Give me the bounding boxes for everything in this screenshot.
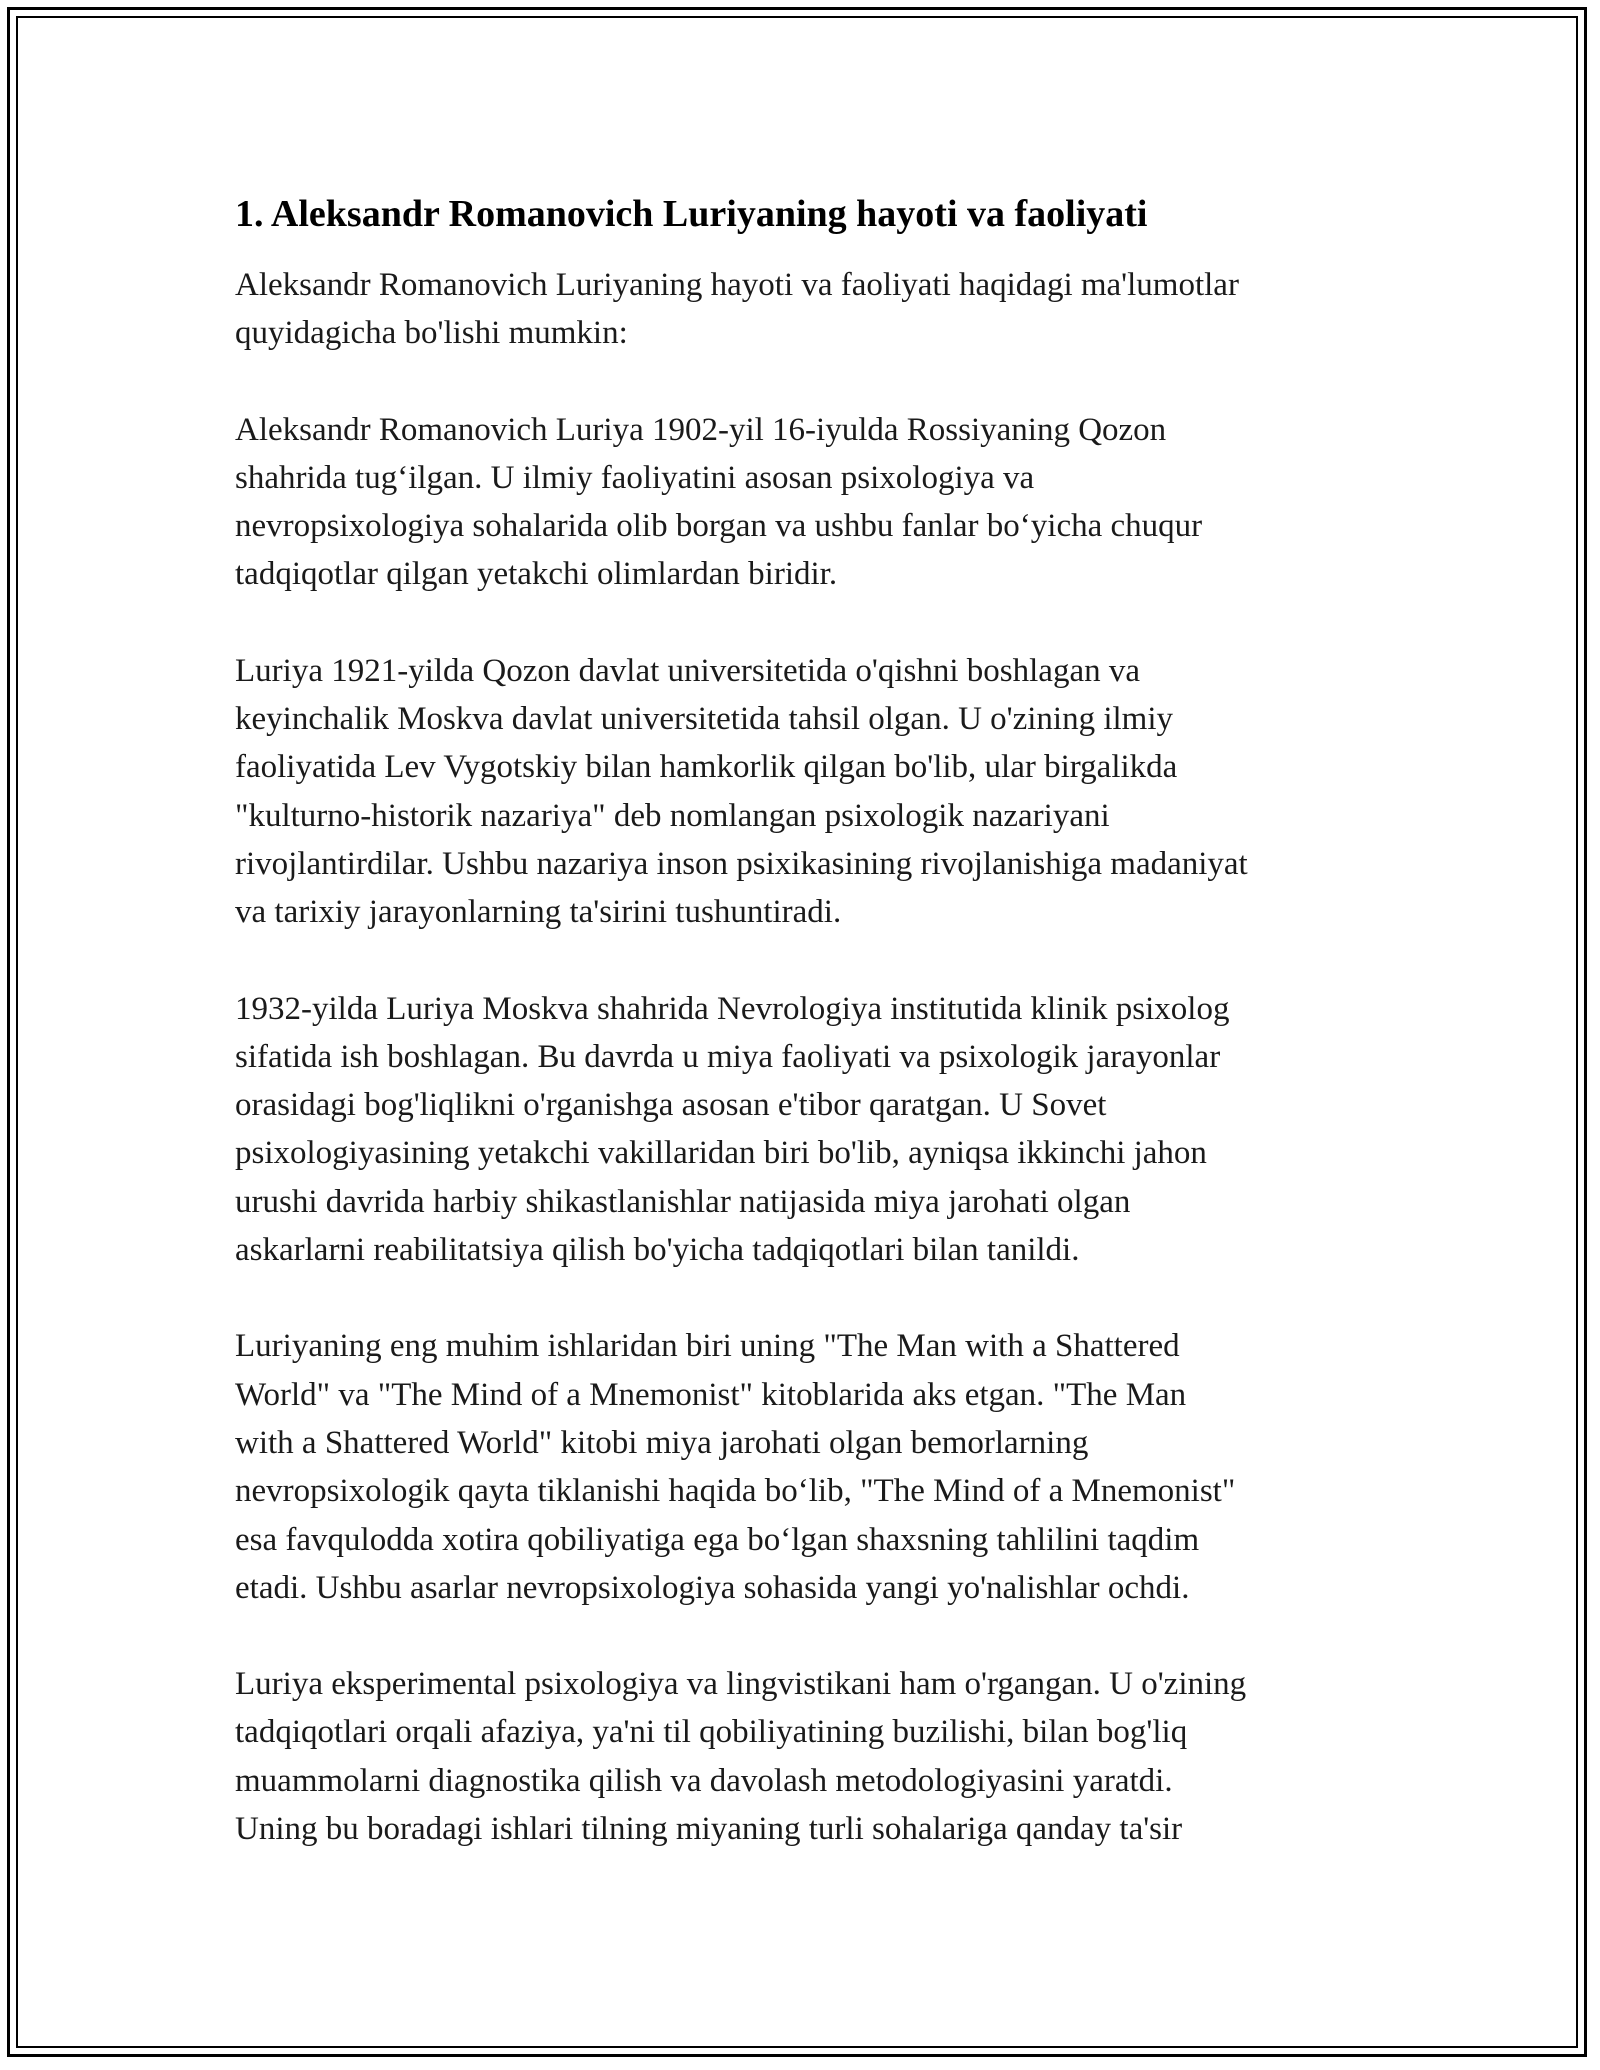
text-line: rivojlantirdilar. Ushbu nazariya inson psixikasining rivojlanishiga madaniyat	[235, 845, 1248, 882]
text-line: sifatida ish boshlagan. Bu davrda u miya faoliyati va psixologik jarayonlar	[235, 1038, 1221, 1075]
text-line: Aleksandr Romanovich Luriyaning hayoti va faoliyati haqidagi ma'lumotlar	[235, 267, 1239, 303]
text-line: keyinchalik Moskva davlat universitetida tahsil olgan. U o'zining ilmiy	[235, 701, 1174, 738]
paragraph-linguistics	[235, 1660, 1385, 1853]
text-line: Luriya eksperimental psixologiya va lingvistikani ham o'rgangan. U o'zining	[235, 1666, 1247, 1703]
text-line: quyidagicha bo'lishi mumkin:	[235, 315, 628, 352]
text-line: nevropsixologiya sohalarida olib borgan va ushbu fanlar bo‘yicha chuqur	[235, 508, 1203, 545]
text-line: etadi. Ushbu asarlar nevropsixologiya sohasida yangi yo'nalishlar ochdi.	[235, 1569, 1190, 1606]
text-line: World" va "The Mind of a Mnemonist" kitoblarida aks etgan. "The Man	[235, 1376, 1187, 1413]
text-line: muammolarni diagnostika qilish va davolash metodologiyasini yaratdi.	[235, 1762, 1173, 1799]
paragraph-education	[235, 647, 1385, 937]
text-line: Luriya 1921-yilda Qozon davlat universitetida o'qishni boshlagan va	[235, 652, 1140, 689]
paragraph-career	[235, 985, 1385, 1275]
text-line: va tarixiy jarayonlarning ta'sirini tushuntiradi.	[235, 894, 842, 931]
text-line: "kulturno-historik nazariya" deb nomlangan psixologik nazariyani	[235, 797, 1110, 834]
text-line: Aleksandr Romanovich Luriya 1902-yil 16-iyulda Rossiyaning Qozon	[235, 411, 1167, 448]
text-line: with a Shattered World" kitobi miya jarohati olgan bemorlarning	[235, 1424, 1089, 1461]
text-line: psixologiyasining yetakchi vakillaridan biri bo'lib, ayniqsa ikkinchi jahon	[235, 1135, 1207, 1172]
paragraph-books	[235, 1322, 1385, 1612]
text-line: esa favqulodda xotira qobiliyatiga ega bo‘lgan shaxsning tahlilini taqdim	[235, 1521, 1200, 1558]
text-line: nevropsixologik qayta tiklanishi haqida bo‘lib, "The Mind of a Mnemonist"	[235, 1473, 1236, 1510]
paragraph-intro	[235, 261, 1385, 358]
document-body	[235, 185, 1385, 1901]
text-line: Uning bu boradagi ishlari tilning miyaning turli sohalariga qanday ta'sir	[235, 1811, 1183, 1848]
text-line: shahrida tug‘ilgan. U ilmiy faoliyatini asosan psixologiya va	[235, 459, 1035, 496]
text-line: Luriyaning eng muhim ishlaridan biri uning "The Man with a Shattered	[235, 1328, 1180, 1365]
section-heading: 1. Aleksandr Romanovich Luriyaning hayoti va faoliyati	[235, 193, 1148, 235]
text-line: faoliyatida Lev Vygotskiy bilan hamkorlik qilgan bo'lib, ular birgalikda	[235, 749, 1178, 786]
text-line: 1932-yilda Luriya Moskva shahrida Nevrologiya institutida klinik psixolog	[235, 990, 1230, 1027]
text-line: tadqiqotlari orqali afaziya, ya'ni til qobiliyatining buzilishi, bilan bog'liq	[235, 1714, 1188, 1751]
text-line: orasidagi bog'liqlikni o'rganishga asosan e'tibor qaratgan. U Sovet	[235, 1087, 1107, 1124]
text-line: tadqiqotlar qilgan yetakchi olimlardan biridir.	[235, 556, 838, 593]
text-line: askarlarni reabilitatsiya qilish bo'yicha tadqiqotlari bilan tanildi.	[235, 1232, 1080, 1269]
paragraph-birth	[235, 406, 1385, 599]
text-line: urushi davrida harbiy shikastlanishlar natijasida miya jarohati olgan	[235, 1183, 1131, 1220]
